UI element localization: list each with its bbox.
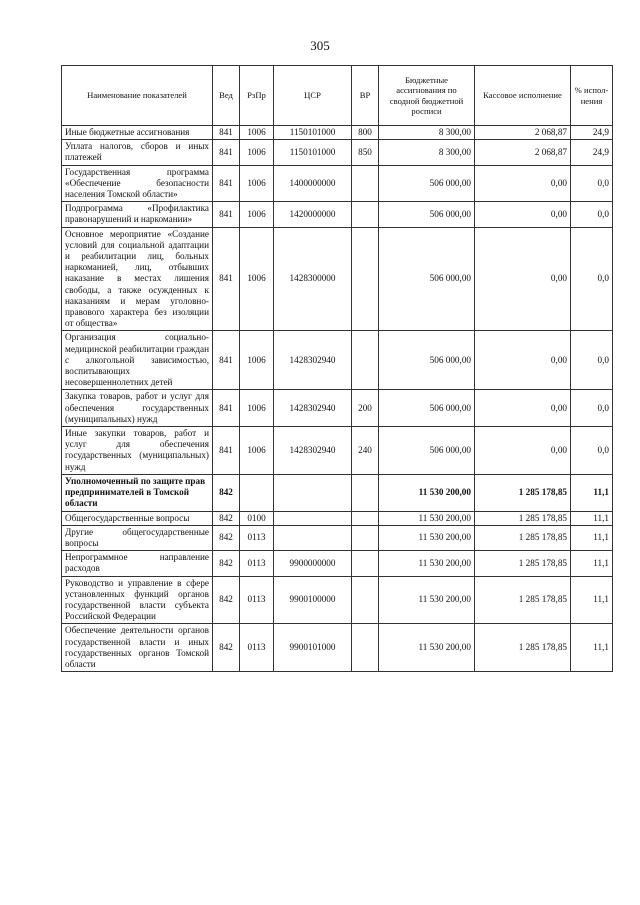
cell-vr — [352, 576, 379, 624]
cell-budget: 11 530 200,00 — [379, 474, 475, 511]
cell-csr: 1428302940 — [274, 427, 352, 475]
cell-vr — [352, 551, 379, 576]
cell-cash: 1 285 178,85 — [475, 576, 571, 624]
header-name: Наименование показателей — [62, 66, 213, 126]
cell-rzpr — [240, 474, 274, 511]
table-header-row — [62, 66, 613, 126]
cell-budget: 8 300,00 — [379, 126, 475, 140]
header-cash: Кассовое исполнение — [475, 66, 571, 126]
cell-vr — [352, 474, 379, 511]
cell-vr: 800 — [352, 126, 379, 140]
cell-name: Другие общегосударственные вопросы — [62, 525, 213, 550]
table-row — [62, 474, 613, 511]
cell-rzpr: 0113 — [240, 551, 274, 576]
cell-vr — [352, 331, 379, 390]
cell-rzpr: 1006 — [240, 390, 274, 427]
cell-csr — [274, 474, 352, 511]
cell-name: Руководство и управление в сфере установленных функций органов государственной власти субъекта Российской Федерации — [62, 576, 213, 624]
cell-ved: 841 — [213, 126, 240, 140]
cell-name: Иные бюджетные ассигнования — [62, 126, 213, 140]
table-row — [62, 390, 613, 427]
header-vr: ВР — [352, 66, 379, 126]
cell-ved: 842 — [213, 624, 240, 672]
cell-budget: 506 000,00 — [379, 427, 475, 475]
cell-ved: 842 — [213, 511, 240, 525]
cell-cash: 1 285 178,85 — [475, 624, 571, 672]
cell-percent: 0,0 — [571, 390, 613, 427]
cell-ved: 841 — [213, 427, 240, 475]
cell-rzpr: 1006 — [240, 427, 274, 475]
cell-csr: 9900101000 — [274, 624, 352, 672]
table-row — [62, 140, 613, 165]
cell-cash: 0,00 — [475, 202, 571, 227]
cell-ved: 841 — [213, 227, 240, 331]
cell-rzpr: 1006 — [240, 140, 274, 165]
table-row — [62, 511, 613, 525]
cell-cash: 1 285 178,85 — [475, 525, 571, 550]
cell-percent: 0,0 — [571, 331, 613, 390]
cell-vr: 240 — [352, 427, 379, 475]
cell-name: Уплата налогов, сборов и иных платежей — [62, 140, 213, 165]
cell-name: Обеспечение деятельности органов государственной власти и иных государственных органов Томской области — [62, 624, 213, 672]
cell-ved: 842 — [213, 551, 240, 576]
cell-csr — [274, 525, 352, 550]
cell-cash: 0,00 — [475, 331, 571, 390]
header-percent: % испол-нения — [571, 66, 613, 126]
cell-cash: 0,00 — [475, 165, 571, 202]
cell-name: Уполномоченный по защите прав предпринимателей в Томской области — [62, 474, 213, 511]
cell-csr — [274, 511, 352, 525]
cell-budget: 11 530 200,00 — [379, 525, 475, 550]
cell-ved: 841 — [213, 140, 240, 165]
cell-ved: 842 — [213, 525, 240, 550]
cell-vr — [352, 227, 379, 331]
header-rzpr: РзПр — [240, 66, 274, 126]
cell-cash: 1 285 178,85 — [475, 511, 571, 525]
cell-budget: 11 530 200,00 — [379, 624, 475, 672]
cell-vr: 850 — [352, 140, 379, 165]
table-row — [62, 427, 613, 475]
cell-percent: 0,0 — [571, 427, 613, 475]
cell-percent: 24,9 — [571, 126, 613, 140]
cell-percent: 11,1 — [571, 511, 613, 525]
cell-budget: 8 300,00 — [379, 140, 475, 165]
cell-vr — [352, 525, 379, 550]
cell-cash: 2 068,87 — [475, 140, 571, 165]
cell-csr: 1400000000 — [274, 165, 352, 202]
cell-rzpr: 0113 — [240, 624, 274, 672]
cell-name: Государственная программа «Обеспечение безопасности населения Томской области» — [62, 165, 213, 202]
cell-budget: 506 000,00 — [379, 390, 475, 427]
cell-budget: 11 530 200,00 — [379, 551, 475, 576]
cell-vr — [352, 165, 379, 202]
cell-percent: 0,0 — [571, 165, 613, 202]
cell-csr: 1428302940 — [274, 331, 352, 390]
cell-rzpr: 1006 — [240, 227, 274, 331]
cell-name: Организация социально-медицинской реабилитации граждан с алкогольной зависимостью, воспитывающих несовершеннолетних детей — [62, 331, 213, 390]
cell-name: Непрограммное направление расходов — [62, 551, 213, 576]
cell-percent: 24,9 — [571, 140, 613, 165]
table-row — [62, 227, 613, 331]
cell-rzpr: 1006 — [240, 165, 274, 202]
cell-rzpr: 1006 — [240, 202, 274, 227]
table-row — [62, 624, 613, 672]
cell-rzpr: 0100 — [240, 511, 274, 525]
cell-percent: 0,0 — [571, 202, 613, 227]
cell-ved: 841 — [213, 390, 240, 427]
table-row — [62, 126, 613, 140]
cell-percent: 11,1 — [571, 624, 613, 672]
cell-rzpr: 1006 — [240, 126, 274, 140]
cell-csr: 9900100000 — [274, 576, 352, 624]
cell-csr: 1428302940 — [274, 390, 352, 427]
cell-budget: 506 000,00 — [379, 331, 475, 390]
cell-rzpr: 1006 — [240, 331, 274, 390]
cell-csr: 1150101000 — [274, 140, 352, 165]
cell-ved: 842 — [213, 474, 240, 511]
cell-vr: 200 — [352, 390, 379, 427]
cell-csr: 1420000000 — [274, 202, 352, 227]
cell-cash: 0,00 — [475, 390, 571, 427]
cell-ved: 841 — [213, 331, 240, 390]
cell-csr: 1150101000 — [274, 126, 352, 140]
cell-ved: 842 — [213, 576, 240, 624]
cell-budget: 11 530 200,00 — [379, 576, 475, 624]
budget-execution-table — [61, 65, 613, 672]
table-row — [62, 331, 613, 390]
cell-ved: 841 — [213, 165, 240, 202]
cell-rzpr: 0113 — [240, 525, 274, 550]
page-number: 305 — [310, 38, 330, 53]
cell-percent: 0,0 — [571, 227, 613, 331]
cell-percent: 11,1 — [571, 474, 613, 511]
table-row — [62, 202, 613, 227]
cell-percent: 11,1 — [571, 551, 613, 576]
cell-name: Общегосударственные вопросы — [62, 511, 213, 525]
header-ved: Вед — [213, 66, 240, 126]
cell-cash: 0,00 — [475, 427, 571, 475]
cell-percent: 11,1 — [571, 525, 613, 550]
header-csr: ЦСР — [274, 66, 352, 126]
cell-percent: 11,1 — [571, 576, 613, 624]
cell-name: Основное мероприятие «Создание условий для социальной адаптации и реабилитации лиц, больных наркоманией, лиц, отбывших наказание в местах лишения свободы, а также осужденных к наказаниям и мерам уголовно-правового характера без изоляции от общества» — [62, 227, 213, 331]
cell-vr — [352, 624, 379, 672]
cell-vr — [352, 511, 379, 525]
table-row — [62, 576, 613, 624]
cell-name: Закупка товаров, работ и услуг для обеспечения государственных (муниципальных) нужд — [62, 390, 213, 427]
cell-cash: 1 285 178,85 — [475, 551, 571, 576]
table-row — [62, 551, 613, 576]
cell-cash: 2 068,87 — [475, 126, 571, 140]
cell-ved: 841 — [213, 202, 240, 227]
header-budget: Бюджетные ассигнования по сводной бюджетной росписи — [379, 66, 475, 126]
cell-budget: 506 000,00 — [379, 202, 475, 227]
cell-budget: 506 000,00 — [379, 165, 475, 202]
cell-name: Подпрограмма «Профилактика правонарушений и наркомании» — [62, 202, 213, 227]
table-row — [62, 165, 613, 202]
table-row — [62, 525, 613, 550]
cell-csr: 9900000000 — [274, 551, 352, 576]
cell-vr — [352, 202, 379, 227]
cell-budget: 506 000,00 — [379, 227, 475, 331]
cell-name: Иные закупки товаров, работ и услуг для обеспечения государственных (муниципальных) нужд — [62, 427, 213, 475]
cell-cash: 1 285 178,85 — [475, 474, 571, 511]
cell-rzpr: 0113 — [240, 576, 274, 624]
cell-budget: 11 530 200,00 — [379, 511, 475, 525]
cell-cash: 0,00 — [475, 227, 571, 331]
cell-csr: 1428300000 — [274, 227, 352, 331]
